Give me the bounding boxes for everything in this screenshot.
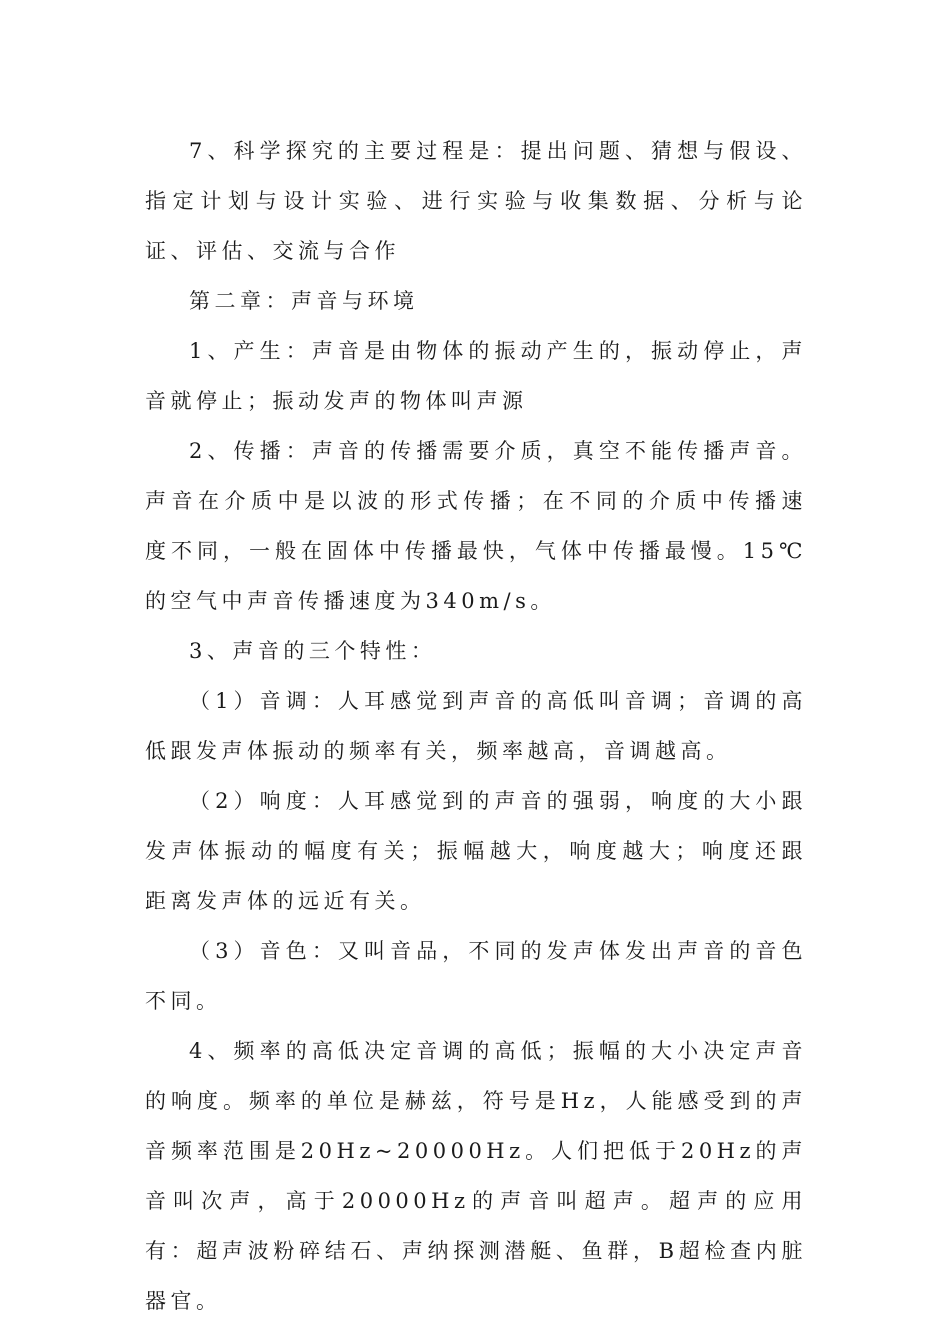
paragraph-pitch: （1）音调：人耳感觉到声音的高低叫音调；音调的高低跟发声体振动的频率有关，频率越高，音调越高。 bbox=[145, 689, 807, 763]
document-body bbox=[145, 126, 807, 1326]
paragraph-scientific-inquiry: 7、科学探究的主要过程是：提出问题、猜想与假设、指定计划与设计实验、进行实验与收集数据、分析与论证、评估、交流与合作 bbox=[145, 139, 807, 263]
paragraph-frequency-amplitude: 4、频率的高低决定音调的高低；振幅的大小决定声音的响度。频率的单位是赫兹，符号是Hz，人能感受到的声音频率范围是20Hz~20000Hz。人们把低于20Hz的声音叫次声，高于20000Hz的声音叫超声。超声的应用有：超声波粉碎结石、声纳探测潜艇、鱼群，B超检查内脏器官。 bbox=[145, 1039, 807, 1313]
paragraph-loudness: （2）响度：人耳感觉到的声音的强弱，响度的大小跟发声体振动的幅度有关；振幅越大，响度越大；响度还跟距离发声体的远近有关。 bbox=[145, 789, 807, 913]
paragraph-sound-generation: 1、产生：声音是由物体的振动产生的，振动停止，声音就停止；振动发声的物体叫声源 bbox=[145, 339, 807, 413]
chapter-heading: 第二章：声音与环境 bbox=[189, 289, 419, 313]
paragraph-sound-propagation: 2、传播：声音的传播需要介质，真空不能传播声音。声音在介质中是以波的形式传播；在不同的介质中传播速度不同，一般在固体中传播最快，气体中传播最慢。15℃的空气中声音传播速度为340m/s。 bbox=[145, 439, 807, 613]
paragraph-sound-characteristics: 3、声音的三个特性： bbox=[189, 639, 437, 663]
paragraph-timbre: （3）音色：又叫音品，不同的发声体发出声音的音色不同。 bbox=[145, 939, 807, 1013]
